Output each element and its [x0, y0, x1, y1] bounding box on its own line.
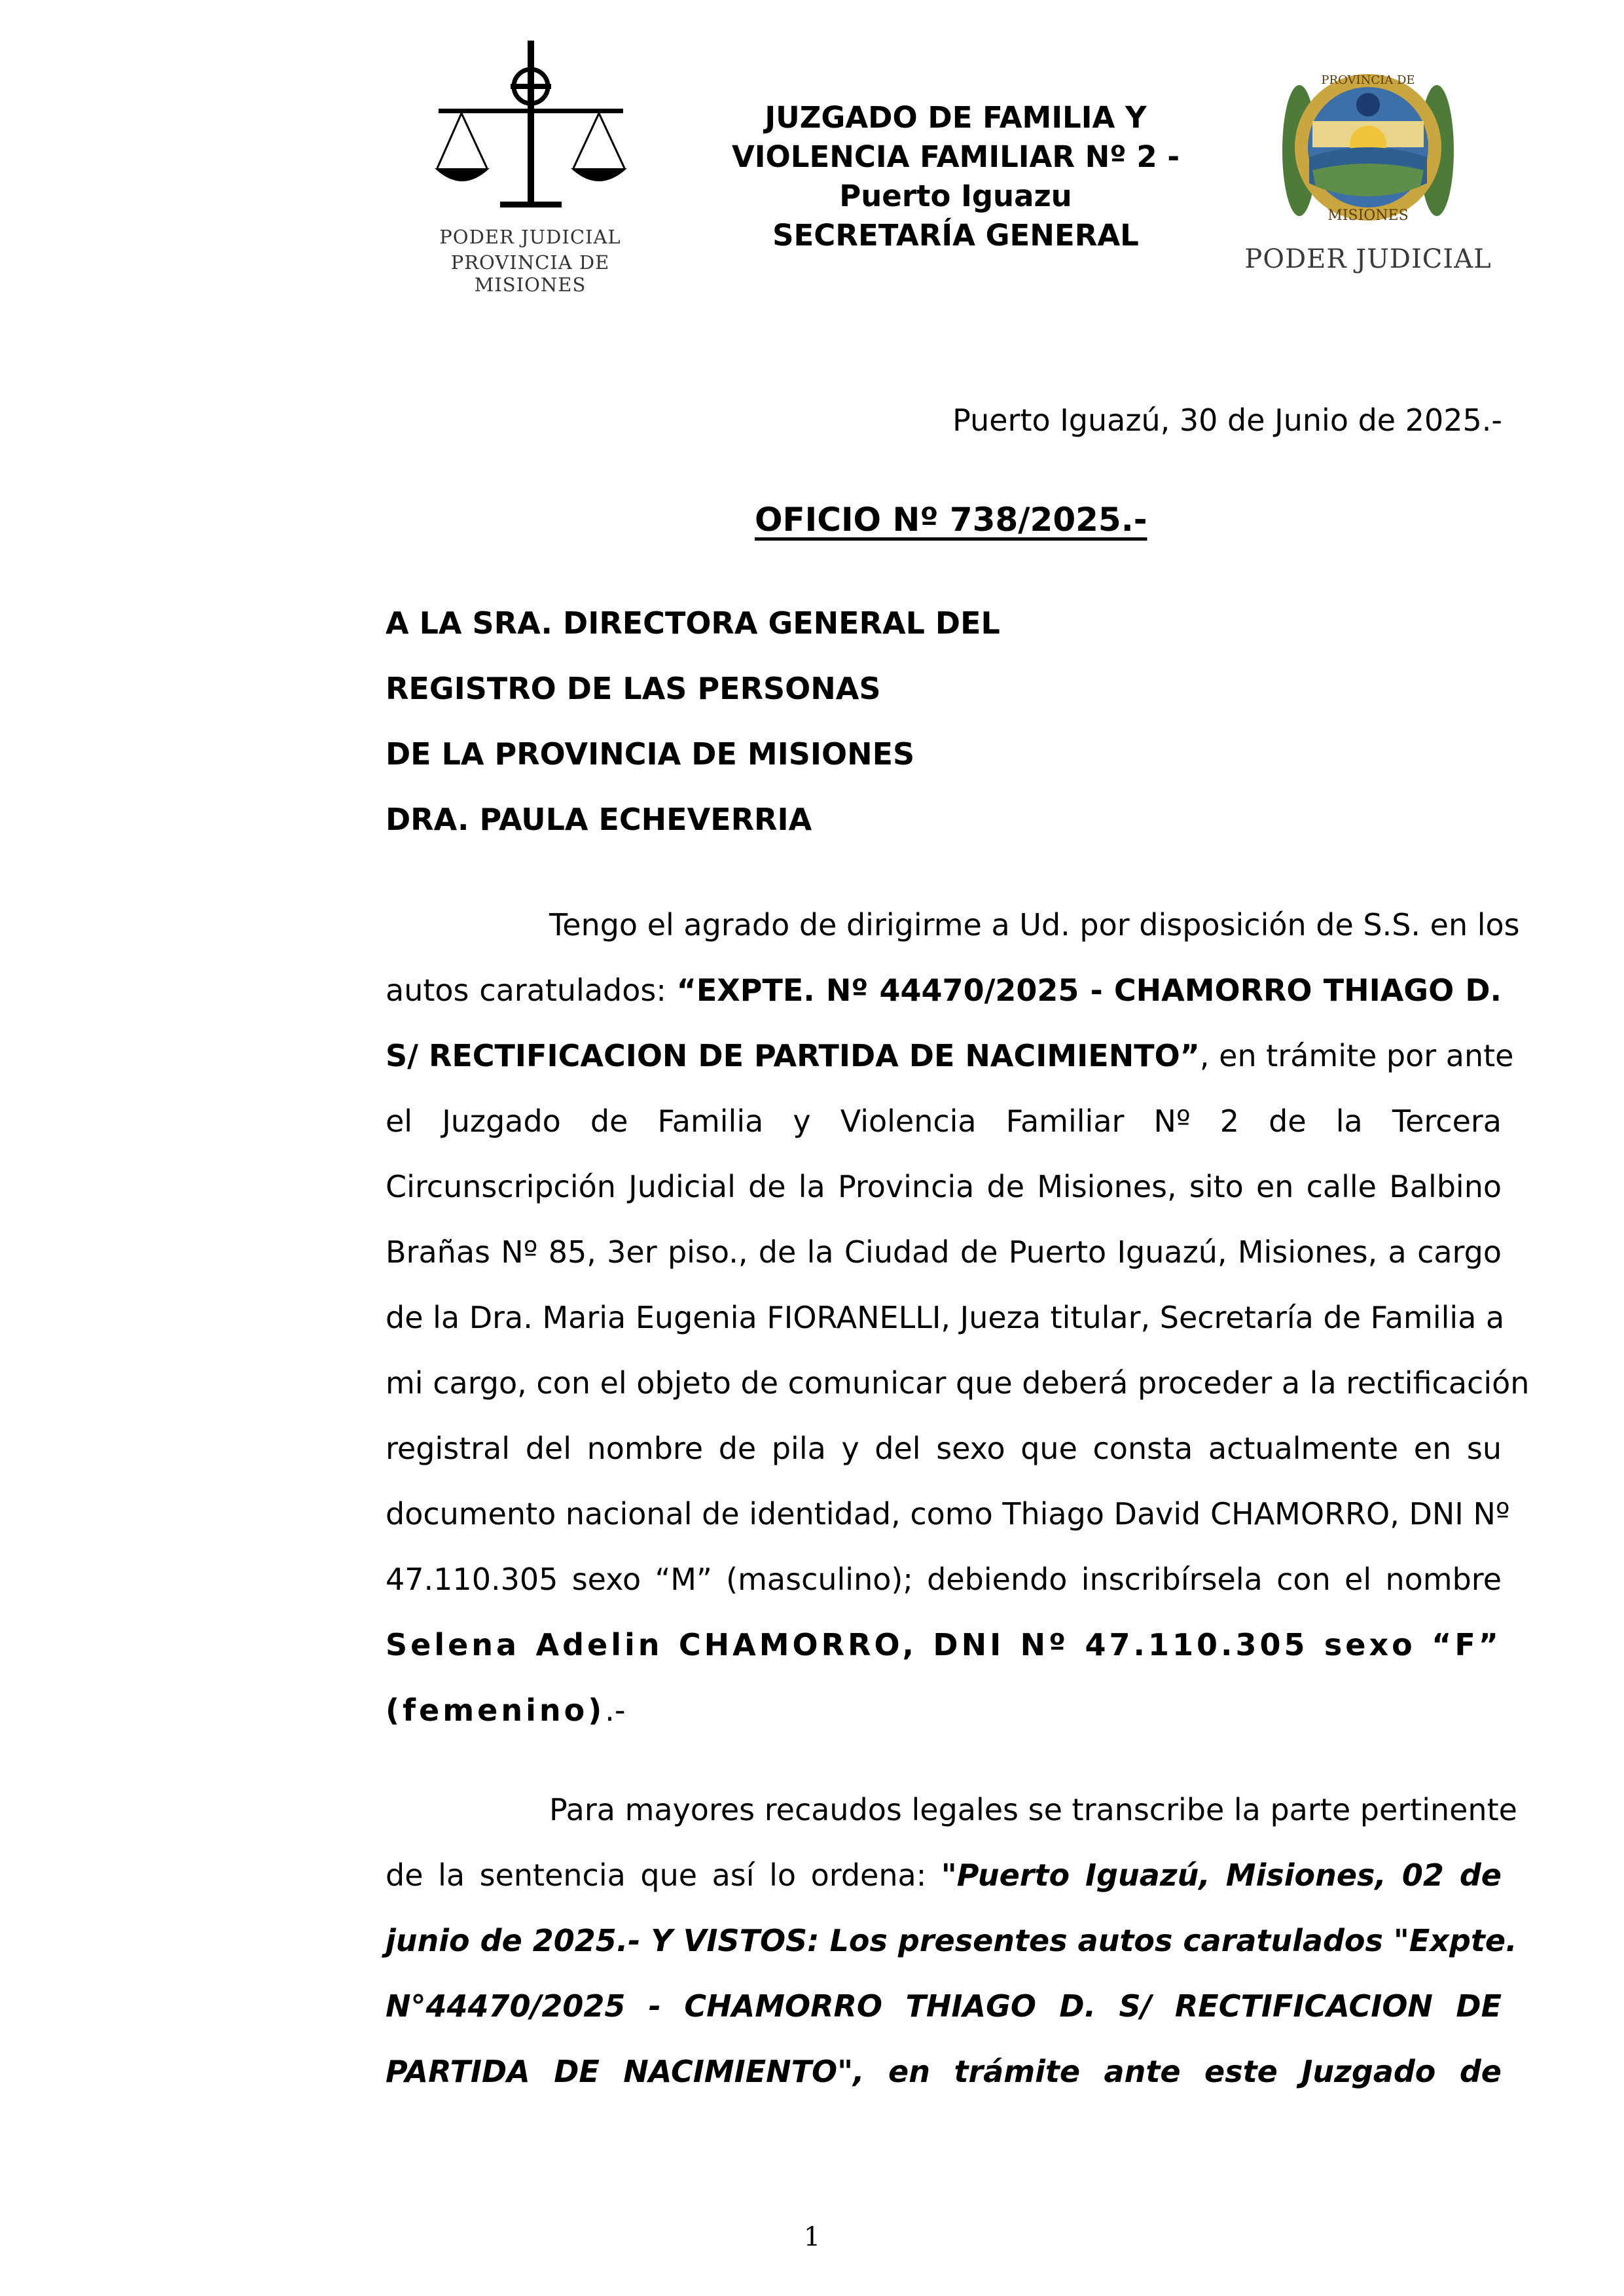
new-sex-text: (femenino)	[386, 1693, 605, 1728]
body-text: de la Dra. Maria Eugenia FIORANELLI, Jueza titular, Secretaría de Familia a	[386, 1300, 1505, 1335]
svg-text:MISIONES: MISIONES	[1327, 207, 1409, 224]
body-text: de la sentencia que así lo ordena:	[386, 1857, 941, 1893]
body-line	[386, 1687, 1502, 1733]
body-line	[386, 1164, 1502, 1210]
body-text: Brañas Nº 85, 3er piso., de la Ciudad de Puerto Iguazú, Misiones, a cargo	[386, 1234, 1502, 1270]
sentence-quote-text: N°44470/2025 - CHAMORRO THIAGO D. S/ RECTIFICACION DE	[386, 1988, 1502, 2024]
body-line	[386, 967, 1502, 1013]
scales-of-justice-icon	[432, 41, 628, 217]
body-line	[386, 1229, 1502, 1275]
body-line	[386, 1295, 1505, 1340]
svg-text:PROVINCIA DE: PROVINCIA DE	[1321, 73, 1415, 87]
sentence-quote-text: junio de 2025.- Y VISTOS: Los presentes autos caratulados "Expte.	[386, 1923, 1517, 1958]
court-header-title	[687, 98, 1224, 255]
body-text: documento nacional de identidad, como Thiago David CHAMORRO, DNI Nº	[386, 1496, 1510, 1532]
body-text: Tengo el agrado de dirigirme a Ud. por disposición de S.S. en los	[549, 907, 1520, 942]
page-number: 1	[803, 2222, 821, 2252]
new-name-text: Selena Adelin CHAMORRO, DNI Nº 47.110.305 sexo “F”	[386, 1627, 1502, 1662]
body-text: el Juzgado de Familia y Violencia Familiar Nº 2 de la Tercera	[386, 1103, 1502, 1139]
body-line	[386, 1622, 1502, 1668]
poder-judicial-logo	[393, 41, 668, 296]
header-title-line: JUZGADO DE FAMILIA Y	[765, 100, 1147, 135]
body-text: .-	[605, 1693, 626, 1728]
sentence-quote-text: "Puerto Iguazú, Misiones, 02 de	[941, 1857, 1502, 1893]
header-title-line: SECRETARÍA GENERAL	[772, 218, 1139, 253]
body-line	[386, 2049, 1502, 2094]
left-logo-caption-2: PROVINCIA DE MISIONES	[450, 251, 610, 296]
body-line	[386, 1033, 1514, 1079]
body-line	[386, 1918, 1517, 1964]
body-line	[386, 1098, 1502, 1144]
body-line	[386, 1787, 1517, 1833]
body-line	[386, 902, 1520, 948]
body-text: registral del nombre de pila y del sexo que consta actualmente en su	[386, 1431, 1502, 1466]
body-line	[386, 1360, 1530, 1406]
sentence-quote-text: PARTIDA DE NACIMIENTO", en trámite ante este Juzgado de	[386, 2054, 1502, 2089]
header-title-line: VIOLENCIA FAMILIAR Nº 2 -	[731, 139, 1180, 174]
body-text: Para mayores recaudos legales se transcribe la parte pertinente	[549, 1792, 1517, 1827]
body-line	[386, 1426, 1502, 1471]
provincia-de-misiones-logo	[1231, 59, 1506, 281]
document-date: Puerto Iguazú, 30 de Junio de 2025.-	[952, 403, 1502, 438]
body-text: Circunscripción Judicial de la Provincia de Misiones, sito en calle Balbino	[386, 1169, 1502, 1204]
body-text: , en trámite por ante	[1199, 1038, 1514, 1073]
body-line	[386, 1491, 1510, 1537]
oficio-number: OFICIO Nº 738/2025.-	[755, 501, 1147, 539]
case-title-text: S/ RECTIFICACION DE PARTIDA DE NACIMIENTO”	[386, 1038, 1200, 1073]
body-line	[386, 1556, 1502, 1602]
addressee-line: REGISTRO DE LAS PERSONAS	[386, 671, 881, 706]
body-line	[386, 1852, 1502, 1898]
provincia-de-misiones-seal-icon	[1273, 59, 1463, 236]
body-text: mi cargo, con el objeto de comunicar que deberá proceder a la rectificación	[386, 1365, 1530, 1401]
body-text: 47.110.305 sexo “M” (masculino); debiendo inscribírsela con el nombre	[386, 1562, 1502, 1597]
addressee-line: A LA SRA. DIRECTORA GENERAL DEL	[386, 605, 1000, 641]
body-line	[386, 1983, 1502, 2029]
header-title-line: Puerto Iguazu	[839, 179, 1072, 213]
body-text: autos caratulados:	[386, 973, 677, 1008]
addressee-line: DRA. PAULA ECHEVERRIA	[386, 802, 812, 837]
case-title-text: “EXPTE. Nº 44470/2025 - CHAMORRO THIAGO D.	[676, 973, 1502, 1008]
addressee-line: DE LA PROVINCIA DE MISIONES	[386, 736, 915, 772]
right-logo-caption: PODER JUDICIAL	[1244, 244, 1492, 274]
left-logo-caption-1: PODER JUDICIAL	[439, 226, 621, 248]
